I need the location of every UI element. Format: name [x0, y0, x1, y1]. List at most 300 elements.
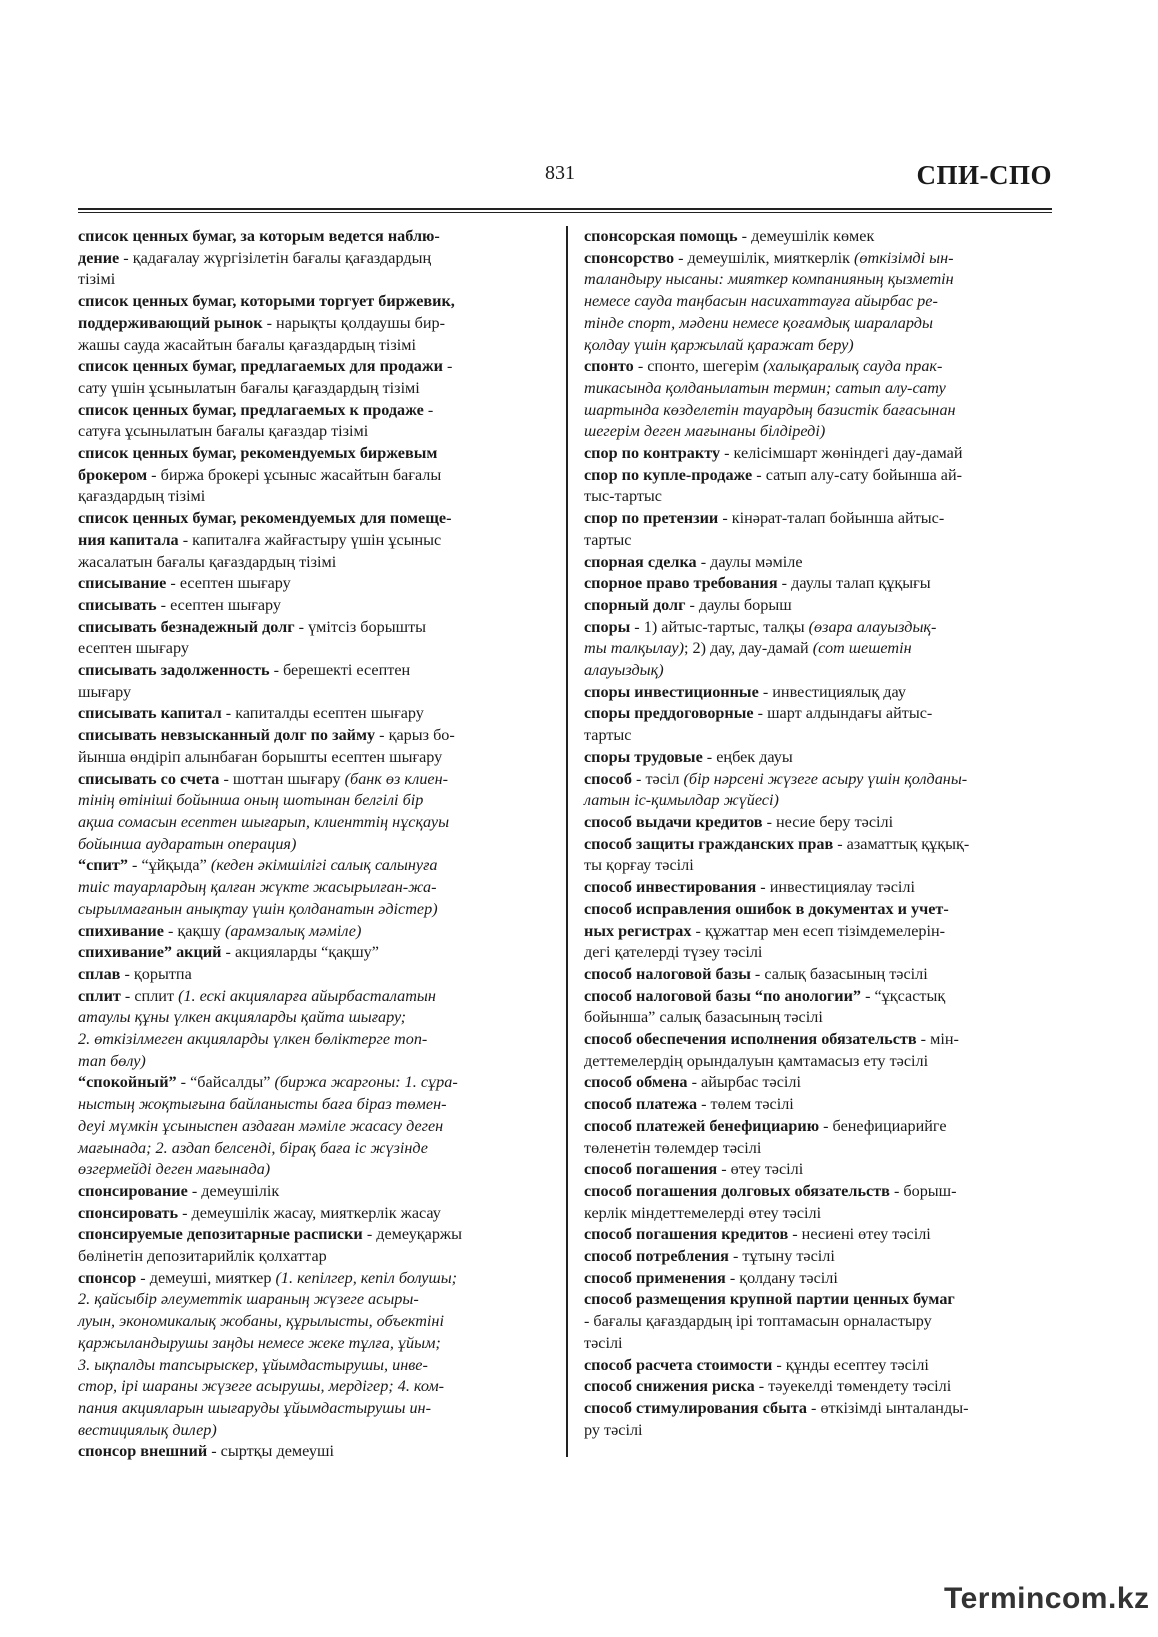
- entry-line: [78, 508, 548, 530]
- dictionary-entry: [584, 595, 1054, 617]
- entry-translation: - демеушілік, мияткерлік: [674, 248, 855, 267]
- dictionary-entry: [78, 356, 548, 399]
- dictionary-entry: [78, 1072, 548, 1181]
- entry-line: [584, 986, 1054, 1008]
- page-number: 831: [545, 162, 575, 184]
- entry-line: [584, 812, 1054, 834]
- entry-term: спонсор внешний: [78, 1442, 208, 1461]
- entry-note: стор, ірі шараны жүзеге асырушы, мердігер; 4. ком-: [78, 1377, 445, 1396]
- entry-line: [584, 291, 1054, 313]
- entry-line: [78, 769, 548, 791]
- entry-note: (халықаралық сауда прак-: [763, 357, 943, 376]
- entry-translation: - 1) айтыс-тартыс, талқы: [630, 617, 809, 636]
- dictionary-entry: [78, 508, 548, 573]
- entry-line: [584, 573, 1054, 595]
- entry-line: [584, 1181, 1054, 1203]
- entry-line: [78, 964, 548, 986]
- entry-term: способ применения: [584, 1268, 726, 1287]
- entry-translation: - тәсіл: [631, 769, 684, 788]
- dictionary-entry: [584, 465, 1054, 508]
- entry-translation: - сыртқы демеуші: [207, 1442, 334, 1461]
- entry-term: дение: [78, 248, 120, 267]
- entry-line: [584, 1355, 1054, 1377]
- entry-note: тикасында қолданылатын термин; сатып алу-сату: [584, 378, 946, 397]
- dictionary-entry: [584, 1094, 1054, 1116]
- dictionary-entry: [584, 1029, 1054, 1072]
- entry-line: [78, 682, 548, 704]
- entry-line: [78, 486, 548, 508]
- entry-line: [78, 790, 548, 812]
- entry-term: способ потребления: [584, 1247, 729, 1266]
- entry-term: списывать безнадежный долг: [78, 617, 295, 636]
- entry-line: [78, 1355, 548, 1377]
- entry-line: [78, 1376, 548, 1398]
- entry-translation: - мін-: [916, 1030, 959, 1049]
- dictionary-entry: [584, 877, 1054, 899]
- entry-term: список ценных бумаг, которыми торгует биржевик,: [78, 292, 455, 311]
- entry-line: [584, 617, 1054, 639]
- entry-note: шегерім деген мағынаны білдіреді): [584, 422, 826, 441]
- entry-term: ных регистрах: [584, 921, 692, 940]
- dictionary-entry: [78, 942, 548, 964]
- entry-translation: - демеуші, мияткер: [136, 1268, 276, 1287]
- entry-translation: - құжаттар мен есеп тізімдемелерін-: [691, 921, 946, 940]
- entry-note: қаржыландырушы заңды немесе жеке тұлға, ұйым;: [78, 1333, 441, 1352]
- entry-translation: - шоттан шығару: [219, 769, 345, 788]
- entry-line: [584, 508, 1054, 530]
- entry-note: шартында көзделетін тауардың базистік бағасынан: [584, 400, 956, 419]
- entry-term: списывать капитал: [78, 704, 222, 723]
- entry-line: [584, 921, 1054, 943]
- entry-note: (1. ескі акцияларға айырбасталатын: [178, 986, 436, 1005]
- dictionary-entry: [584, 573, 1054, 595]
- entry-line: [78, 269, 548, 291]
- dictionary-entry: [584, 747, 1054, 769]
- dictionary-entry: [584, 508, 1054, 551]
- entry-line: [584, 1051, 1054, 1073]
- entry-term: спор по купле-продаже: [584, 465, 753, 484]
- entry-line: [584, 1311, 1054, 1333]
- dictionary-entry: [584, 986, 1054, 1029]
- entry-line: [78, 703, 548, 725]
- entry-note: (өзара алауыздық-: [808, 617, 937, 636]
- entry-translation: тыс-тартыс: [584, 487, 662, 506]
- entry-translation: - несиені өтеу тәсілі: [788, 1225, 931, 1244]
- entry-translation: - демеушілік жасау, мияткерлік жасау: [178, 1203, 441, 1222]
- dictionary-entry: [584, 1398, 1054, 1441]
- entry-line: [584, 1420, 1054, 1442]
- entry-line: [78, 1094, 548, 1116]
- entry-line: [584, 443, 1054, 465]
- entry-line: [584, 595, 1054, 617]
- entry-line: [78, 400, 548, 422]
- entry-line: [78, 877, 548, 899]
- entry-line: [78, 638, 548, 660]
- entry-term: способ погашения кредитов: [584, 1225, 789, 1244]
- entry-translation: - капиталды есептен шығару: [221, 704, 424, 723]
- entry-line: [584, 682, 1054, 704]
- entry-term: спонсировать: [78, 1203, 179, 1222]
- entry-note: сырылмағанын анықтау үшін қолданатын әдістер): [78, 899, 438, 918]
- dictionary-entry: [584, 703, 1054, 746]
- entry-line: [78, 443, 548, 465]
- column-divider: [566, 226, 568, 1457]
- entry-term: способ погашения долговых обязательств: [584, 1181, 890, 1200]
- entry-note: қолдау үшін қаржылай қаражат беру): [584, 335, 854, 354]
- entry-term: споры преддоговорные: [584, 704, 754, 723]
- entry-line: [78, 660, 548, 682]
- entry-translation: ; 2) дау, дау-дамай: [684, 639, 813, 658]
- entry-line: [78, 899, 548, 921]
- entry-line: [584, 703, 1054, 725]
- entry-translation: - даулы борыш: [685, 595, 792, 614]
- entry-term: способ погашения: [584, 1160, 718, 1179]
- entry-translation: керлік міндеттемелерді өтеу тәсілі: [584, 1203, 822, 1222]
- entry-note: пания акцияларын шығаруды ұйымдастырушы ин-: [78, 1398, 431, 1417]
- entry-term: спонсорство: [584, 248, 675, 267]
- entry-note: ныстың жоқтығына байланысты баға біраз төмен-: [78, 1095, 447, 1114]
- dictionary-entry: [584, 1246, 1054, 1268]
- dictionary-entry: [78, 1224, 548, 1267]
- entry-line: [584, 1072, 1054, 1094]
- entry-term: сплав: [78, 964, 121, 983]
- dictionary-entry: [78, 921, 548, 943]
- entry-line: [584, 1246, 1054, 1268]
- entry-term: способ платежа: [584, 1095, 698, 1114]
- entry-translation: дегі қателерді түзеу тәсілі: [584, 943, 763, 962]
- dictionary-entry: [78, 1181, 548, 1203]
- entry-note: мағынада; 2. аздап белсенді, бірақ баға іс жүзінде: [78, 1138, 428, 1157]
- entry-translation: - сатып алу-сату бойынша ай-: [752, 465, 963, 484]
- entry-note: (бір нәрсені жүзеге асыру үшін қолданы-: [683, 769, 968, 788]
- entry-translation: - нарықты қолдаушы бир-: [262, 313, 445, 332]
- dictionary-entry: [78, 855, 548, 920]
- entry-line: [78, 1007, 548, 1029]
- entry-line: [78, 812, 548, 834]
- entry-term: спорный долг: [584, 595, 686, 614]
- dictionary-entry: [78, 595, 548, 617]
- entry-line: [78, 1311, 548, 1333]
- entry-note: латын іс-қимылдар жүйесі): [584, 791, 779, 810]
- entry-line: [78, 378, 548, 400]
- entry-translation: - есептен шығару: [156, 595, 282, 614]
- entry-term: спонсор: [78, 1268, 137, 1287]
- entry-term: список ценных бумаг, рекомендуемых для помеще-: [78, 509, 452, 528]
- entry-term: способ расчета стоимости: [584, 1355, 773, 1374]
- entry-line: [78, 1159, 548, 1181]
- entry-note: 2. өткізілмеген акцияларды үлкен бөліктерге топ-: [78, 1030, 428, 1049]
- entry-translation: - демеуқаржы: [362, 1225, 462, 1244]
- right-column: [584, 226, 1054, 1441]
- entry-line: [584, 1094, 1054, 1116]
- entry-term: способ снижения риска: [584, 1377, 755, 1396]
- entry-line: [584, 1224, 1054, 1246]
- entry-translation: - “ұйқыда”: [127, 856, 211, 875]
- entry-translation: сатуға ұсынылатын бағалы қағаздар тізімі: [78, 422, 369, 441]
- entry-note: 2. қайсыбір әлеуметтік шараның жүзеге асыры-: [78, 1290, 419, 1309]
- entry-translation: - төлем тәсілі: [697, 1095, 794, 1114]
- entry-line: [584, 855, 1054, 877]
- entry-term: спихивание” акций: [78, 943, 222, 962]
- entry-translation: - демеушілік: [187, 1181, 280, 1200]
- entry-translation: - несие беру тәсілі: [762, 812, 894, 831]
- entry-translation: - инвестициялау тәсілі: [756, 878, 915, 897]
- entry-line: [584, 964, 1054, 986]
- entry-translation: жасалатын бағалы қағаздардың тізімі: [78, 552, 337, 571]
- entry-translation: - демеушілік көмек: [737, 227, 875, 245]
- entry-translation: ру тәсілі: [584, 1420, 643, 1439]
- dictionary-entry: [584, 1181, 1054, 1224]
- dictionary-entry: [584, 1072, 1054, 1094]
- dictionary-entry: [78, 986, 548, 1073]
- dictionary-entry: [78, 1203, 548, 1225]
- entry-term: списывать со счета: [78, 769, 220, 788]
- entry-note: ақша сомасын есептен шығарып, клиенттің нұсқауы: [78, 812, 450, 831]
- entry-line: [584, 1289, 1054, 1311]
- entry-translation: - өтеу тәсілі: [717, 1160, 804, 1179]
- entry-translation: шығару: [78, 682, 132, 701]
- entry-note: вестициялық дилер): [78, 1420, 217, 1439]
- entry-line: [78, 855, 548, 877]
- entry-translation: тізімі: [78, 270, 116, 289]
- entry-line: [584, 465, 1054, 487]
- entry-line: [584, 725, 1054, 747]
- entry-line: [78, 313, 548, 335]
- page-title: СПИ-СПО: [916, 160, 1052, 190]
- entry-translation: бойынша” салық базасының тәсілі: [584, 1008, 823, 1027]
- entry-line: [584, 790, 1054, 812]
- entry-line: [78, 248, 548, 270]
- entry-translation: есептен шығару: [78, 639, 189, 658]
- entry-term: способ защиты гражданских прав: [584, 834, 834, 853]
- entry-term: список ценных бумаг, за которым ведется наблю-: [78, 227, 440, 245]
- entry-translation: - қақшу: [163, 921, 225, 940]
- entry-line: [584, 356, 1054, 378]
- entry-translation: - кінәрат-талап бойынша айтыс-: [718, 509, 945, 528]
- entry-note: (биржа жаргоны: 1. сұра-: [274, 1073, 458, 1092]
- entry-translation: - еңбек дауы: [702, 747, 793, 766]
- entry-term: спорная сделка: [584, 552, 697, 571]
- dictionary-entry: [584, 1116, 1054, 1159]
- dictionary-entry: [78, 617, 548, 660]
- entry-line: [78, 1420, 548, 1442]
- entry-note: немесе сауда таңбасын насихаттауға айырбас ре-: [584, 292, 938, 311]
- entry-term: способ размещения крупной партии ценных бумаг: [584, 1290, 955, 1309]
- entry-line: [584, 1029, 1054, 1051]
- entry-line: [584, 1138, 1054, 1160]
- dictionary-entry: [584, 1289, 1054, 1354]
- dictionary-entry: [584, 1224, 1054, 1246]
- entry-translation: - сплит: [120, 986, 179, 1005]
- entry-line: [78, 1203, 548, 1225]
- entry-line: [78, 986, 548, 1008]
- entry-translation: - даулы талап құқығы: [777, 574, 931, 593]
- entry-line: [78, 1333, 548, 1355]
- entry-translation: - есептен шығару: [166, 574, 291, 593]
- dictionary-entry: [78, 660, 548, 703]
- entry-translation: қағаздардың тізімі: [78, 487, 206, 506]
- entry-translation: - борыш-: [889, 1181, 957, 1200]
- dictionary-entry: [584, 812, 1054, 834]
- dictionary-entry: [584, 248, 1054, 357]
- dictionary-entry: [78, 226, 548, 291]
- entry-line: [584, 226, 1054, 248]
- entry-translation: төленетін төлемдер тәсілі: [584, 1138, 762, 1157]
- entry-term: способ инвестирования: [584, 878, 757, 897]
- entry-term: “спит”: [78, 856, 128, 875]
- entry-line: [584, 400, 1054, 422]
- entry-note: деуі мүмкін ұсыныспен аздаған мәміле жасасу деген: [78, 1116, 444, 1135]
- entry-translation: - қарыз бо-: [375, 726, 455, 745]
- entry-line: [78, 1051, 548, 1073]
- entry-line: [78, 226, 548, 248]
- entry-line: [78, 725, 548, 747]
- dictionary-entry: [584, 682, 1054, 704]
- entry-line: [584, 269, 1054, 291]
- entry-term: способ обмена: [584, 1073, 688, 1092]
- entry-translation: -: [423, 400, 434, 419]
- entry-translation: сату үшін ұсынылатын бағалы қағаздардың тізімі: [78, 378, 420, 397]
- entry-translation: - биржа брокері ұсыныс жасайтын бағалы: [147, 465, 442, 484]
- entry-term: способ стимулирования сбыта: [584, 1398, 807, 1417]
- dictionary-entry: [78, 1268, 548, 1442]
- entry-translation: - акцияларды “қақшу”: [221, 943, 379, 962]
- entry-translation: деттемелердің орындалуын қамтамасыз ету тәсілі: [584, 1051, 929, 1070]
- entry-line: [78, 1268, 548, 1290]
- entry-line: [584, 486, 1054, 508]
- entry-note: (кеден әкімшілігі салық салынуға: [210, 856, 438, 875]
- entry-term: спонсирование: [78, 1181, 188, 1200]
- entry-translation: - шарт алдындағы айтыс-: [753, 704, 933, 723]
- entry-note: алауыздық): [584, 661, 664, 680]
- entry-term: списывать: [78, 595, 157, 614]
- entry-note: (1. кепілгер, кепіл болушы;: [275, 1268, 458, 1287]
- entry-note: таландыру нысаны: мияткер компанияның қызметін: [584, 270, 954, 289]
- entry-term: способ выдачи кредитов: [584, 812, 763, 831]
- entry-line: [584, 335, 1054, 357]
- entry-translation: - берешекті есептен: [269, 661, 411, 680]
- entry-line: [78, 421, 548, 443]
- entry-translation: - тәуекелді төмендету тәсілі: [754, 1377, 952, 1396]
- entry-term: спор по претензии: [584, 509, 719, 528]
- entry-translation: тәсілі: [584, 1333, 623, 1352]
- entry-translation: бөлінетін депозитарийлік қолхаттар: [78, 1247, 327, 1266]
- dictionary-entry: [78, 769, 548, 856]
- entry-term: спонсорская помощь: [584, 227, 738, 245]
- entry-line: [78, 356, 548, 378]
- entry-term: список ценных бумаг, предлагаемых для продажи: [78, 357, 443, 376]
- entry-note: (өткізімді ын-: [854, 248, 954, 267]
- entry-term: спонсируемые депозитарные расписки: [78, 1225, 363, 1244]
- entry-term: список ценных бумаг, рекомендуемых биржевым: [78, 444, 438, 463]
- entry-line: [584, 552, 1054, 574]
- entry-line: [78, 921, 548, 943]
- entry-line: [584, 1398, 1054, 1420]
- entry-line: [78, 1441, 548, 1463]
- entry-translation: - тұтыну тәсілі: [728, 1247, 835, 1266]
- dictionary-entry: [584, 226, 1054, 248]
- entry-line: [584, 899, 1054, 921]
- entry-line: [584, 1116, 1054, 1138]
- entry-term: “спокойный”: [78, 1073, 177, 1092]
- entry-line: [584, 1203, 1054, 1225]
- dictionary-entry: [78, 1441, 548, 1463]
- dictionary-entry: [78, 573, 548, 595]
- entry-line: [584, 530, 1054, 552]
- entry-term: списывать невзысканный долг по займу: [78, 726, 376, 745]
- dictionary-entry: [584, 899, 1054, 964]
- dictionary-entry: [584, 769, 1054, 812]
- entry-translation: - құнды есептеу тәсілі: [772, 1355, 929, 1374]
- entry-line: [78, 942, 548, 964]
- entry-term: спонто: [584, 357, 634, 376]
- entry-line: [584, 638, 1054, 660]
- dictionary-entry: [584, 1159, 1054, 1181]
- entry-term: списывание: [78, 574, 167, 593]
- entry-note: атаулы құны үлкен акцияларды қайта шығару;: [78, 1008, 406, 1027]
- entry-line: [78, 530, 548, 552]
- entry-translation: - спонто, шегерім: [633, 357, 764, 376]
- entry-note: (банк өз клиен-: [344, 769, 449, 788]
- entry-translation: ты қорғау тәсілі: [584, 856, 694, 875]
- entry-translation: - өткізімді ынталанды-: [806, 1398, 969, 1417]
- entry-translation: - салық базасының тәсілі: [750, 964, 928, 983]
- entry-line: [78, 747, 548, 769]
- entry-term: сплит: [78, 986, 121, 1005]
- entry-line: [584, 421, 1054, 443]
- header-rule-thin: [78, 212, 1052, 213]
- entry-line: [78, 1224, 548, 1246]
- entry-note: тиіс тауарлардың қалған жүкте жасырылған-жа-: [78, 878, 437, 897]
- entry-note: тінің өтініші бойынша оның шотынан белгілі бір: [78, 791, 424, 810]
- entry-note: тап бөлу): [78, 1051, 146, 1070]
- dictionary-entry: [584, 552, 1054, 574]
- entry-line: [78, 573, 548, 595]
- entry-term: спор по контракту: [584, 444, 721, 463]
- entry-translation: -: [442, 357, 453, 376]
- dictionary-entry: [584, 1376, 1054, 1398]
- dictionary-entry: [584, 964, 1054, 986]
- entry-line: [78, 1289, 548, 1311]
- entry-translation: - “ұқсастық: [861, 986, 946, 1005]
- entry-term: поддерживающий рынок: [78, 313, 263, 332]
- dictionary-entry: [78, 400, 548, 443]
- entry-line: [584, 660, 1054, 682]
- dictionary-entry: [584, 1355, 1054, 1377]
- entry-line: [78, 1116, 548, 1138]
- entry-translation: - инвестициялық дау: [758, 682, 906, 701]
- left-column: [78, 226, 548, 1463]
- entry-term: способ платежей бенефициарию: [584, 1116, 820, 1135]
- entry-line: [78, 291, 548, 313]
- entry-line: [78, 335, 548, 357]
- entry-note: 3. ықпалды тапсырыскер, ұйымдастырушы, инве-: [78, 1355, 428, 1374]
- entry-line: [78, 1181, 548, 1203]
- entry-translation: - бенефициарийге: [819, 1116, 947, 1135]
- entry-line: [584, 834, 1054, 856]
- entry-line: [584, 769, 1054, 791]
- entry-translation: - қолдану тәсілі: [725, 1268, 838, 1287]
- entry-term: способ исправления ошибок в документах и учет-: [584, 899, 949, 918]
- entry-term: спорное право требования: [584, 574, 778, 593]
- entry-note: тінде спорт, мәдени немесе қоғамдық шараларды: [584, 313, 933, 332]
- entry-note: луын, экономикалық жобаны, құрылысты, объектіні: [78, 1312, 444, 1331]
- entry-line: [78, 1072, 548, 1094]
- entry-term: способ обеспечения исполнения обязательств: [584, 1030, 917, 1049]
- entry-line: [584, 942, 1054, 964]
- entry-line: [78, 1246, 548, 1268]
- entry-note: ты талқылау): [584, 639, 684, 658]
